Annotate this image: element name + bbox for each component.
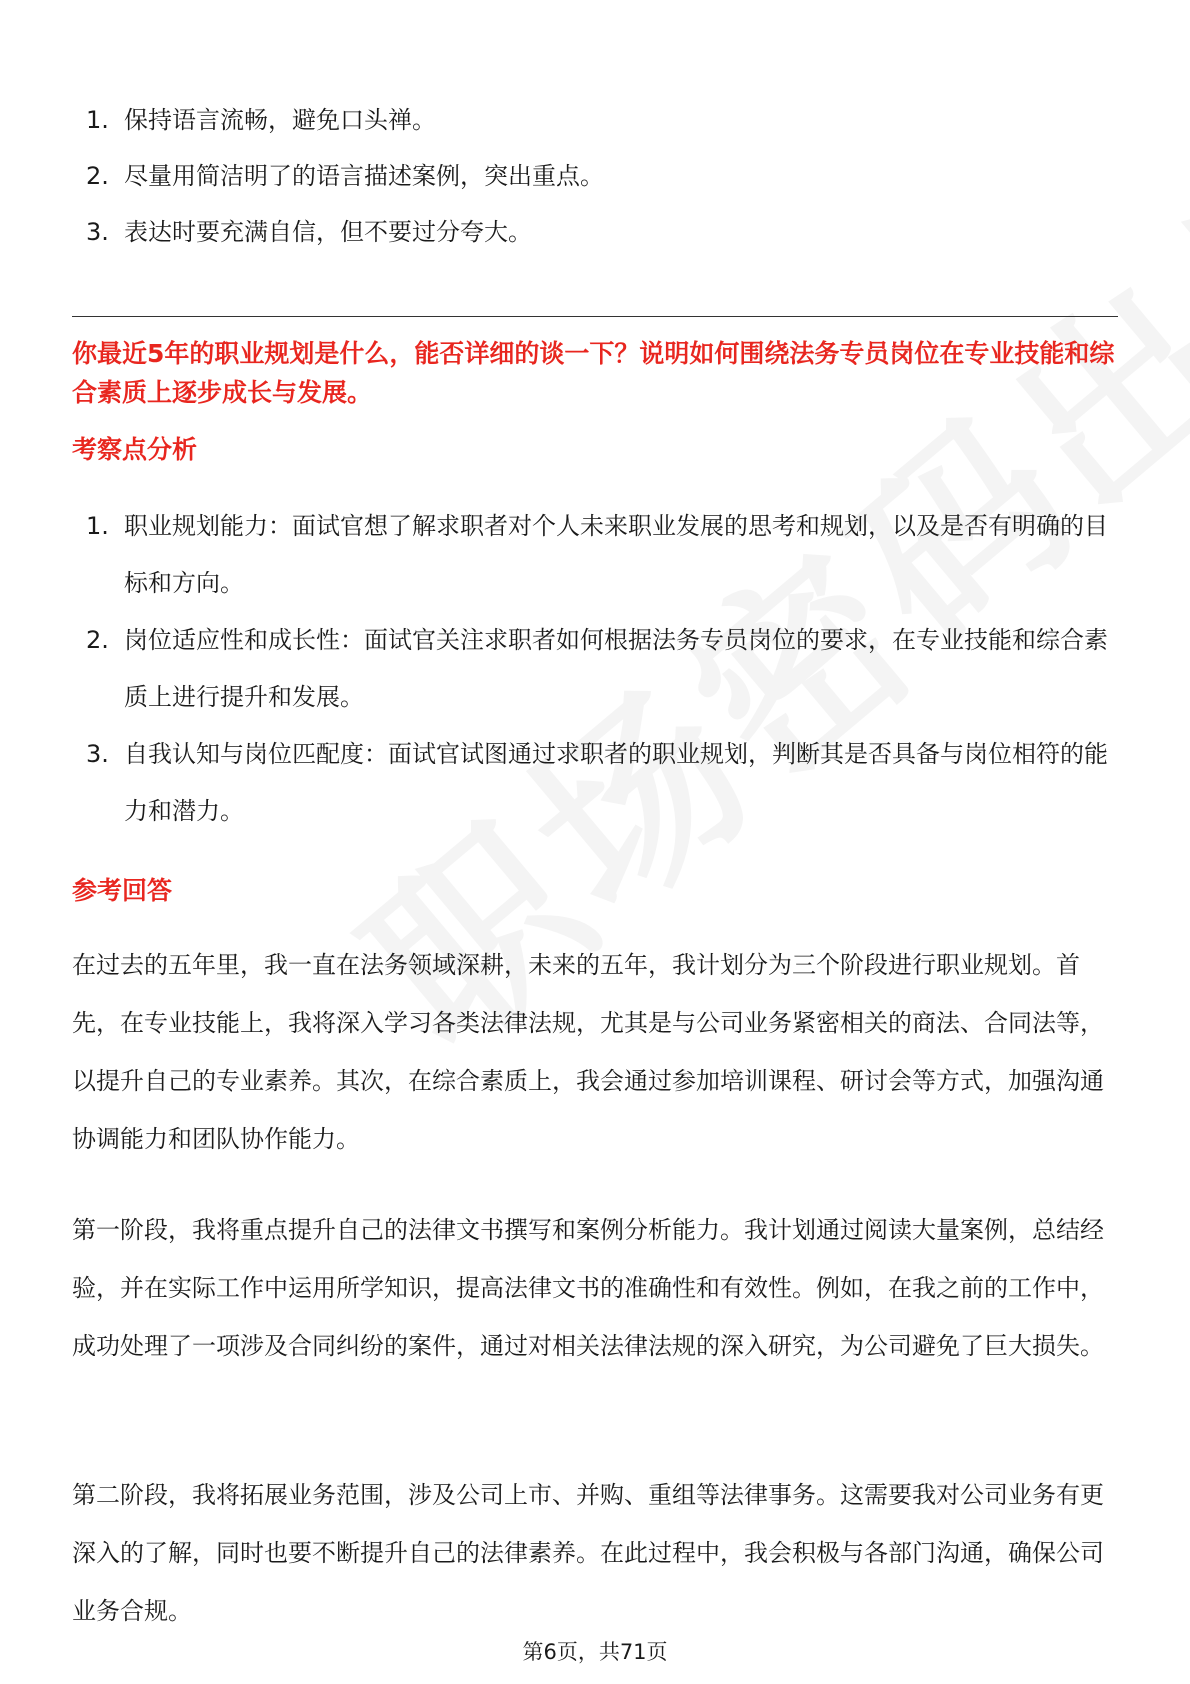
list-item bbox=[72, 726, 1118, 840]
question-heading: 你最近5年的职业规划是什么，能否详细的谈一下？说明如何围绕法务专员岗位在专业技能和综合素质上逐步成长与发展。 bbox=[72, 339, 1115, 407]
list-text: 岗位适应性和成长性：面试官关注求职者如何根据法务专员岗位的要求，在专业技能和综合素质上进行提升和发展。 bbox=[124, 626, 1108, 711]
list-number: 3. bbox=[86, 740, 109, 768]
list-item bbox=[72, 612, 1118, 726]
answer-title: 参考回答 bbox=[72, 876, 173, 905]
analysis-list bbox=[72, 498, 1118, 840]
list-text: 自我认知与岗位匹配度：面试官试图通过求职者的职业规划，判断其是否具备与岗位相符的能力和潜力。 bbox=[124, 740, 1108, 825]
list-number: 1. bbox=[86, 106, 109, 134]
answer-paragraph: 第二阶段，我将拓展业务范围，涉及公司上市、并购、重组等法律事务。这需要我对公司业务有更深入的了解，同时也要不断提升自己的法律素养。在此过程中，我会积极与各部门沟通，确保公司业务合规。 bbox=[72, 1481, 1104, 1625]
list-number: 1. bbox=[86, 512, 109, 540]
answer-paragraph: 第一阶段，我将重点提升自己的法律文书撰写和案例分析能力。我计划通过阅读大量案例，总结经验，并在实际工作中运用所学知识，提高法律文书的准确性和有效性。例如，在我之前的工作中，成功处理了一项涉及合同纠纷的案件，通过对相关法律法规的深入研究，为公司避免了巨大损失。 bbox=[72, 1216, 1104, 1360]
list-item bbox=[72, 148, 1118, 204]
list-text: 表达时要充满自信，但不要过分夸大。 bbox=[124, 218, 532, 246]
answer-paragraph: 在过去的五年里，我一直在法务领域深耕，未来的五年，我计划分为三个阶段进行职业规划。首先，在专业技能上，我将深入学习各类法律法规，尤其是与公司业务紧密相关的商法、合同法等，以提升自己的专业素养。其次，在综合素质上，我会通过参加培训课程、研讨会等方式，加强沟通协调能力和团队协作能力。 bbox=[72, 951, 1104, 1153]
list-item bbox=[72, 92, 1118, 148]
list-text: 尽量用简洁明了的语言描述案例，突出重点。 bbox=[124, 162, 604, 190]
list-number: 2. bbox=[86, 626, 109, 654]
list-text: 职业规划能力：面试官想了解求职者对个人未来职业发展的思考和规划，以及是否有明确的目标和方向。 bbox=[124, 512, 1108, 597]
divider bbox=[72, 316, 1118, 317]
list-item bbox=[72, 498, 1118, 612]
analysis-title: 考察点分析 bbox=[72, 435, 198, 464]
list-number: 3. bbox=[86, 218, 109, 246]
list-text: 保持语言流畅，避免口头禅。 bbox=[124, 106, 436, 134]
tips-list bbox=[72, 92, 1118, 260]
list-item bbox=[72, 204, 1118, 260]
page-footer: 第6页，共71页 bbox=[522, 1640, 668, 1664]
list-number: 2. bbox=[86, 162, 109, 190]
